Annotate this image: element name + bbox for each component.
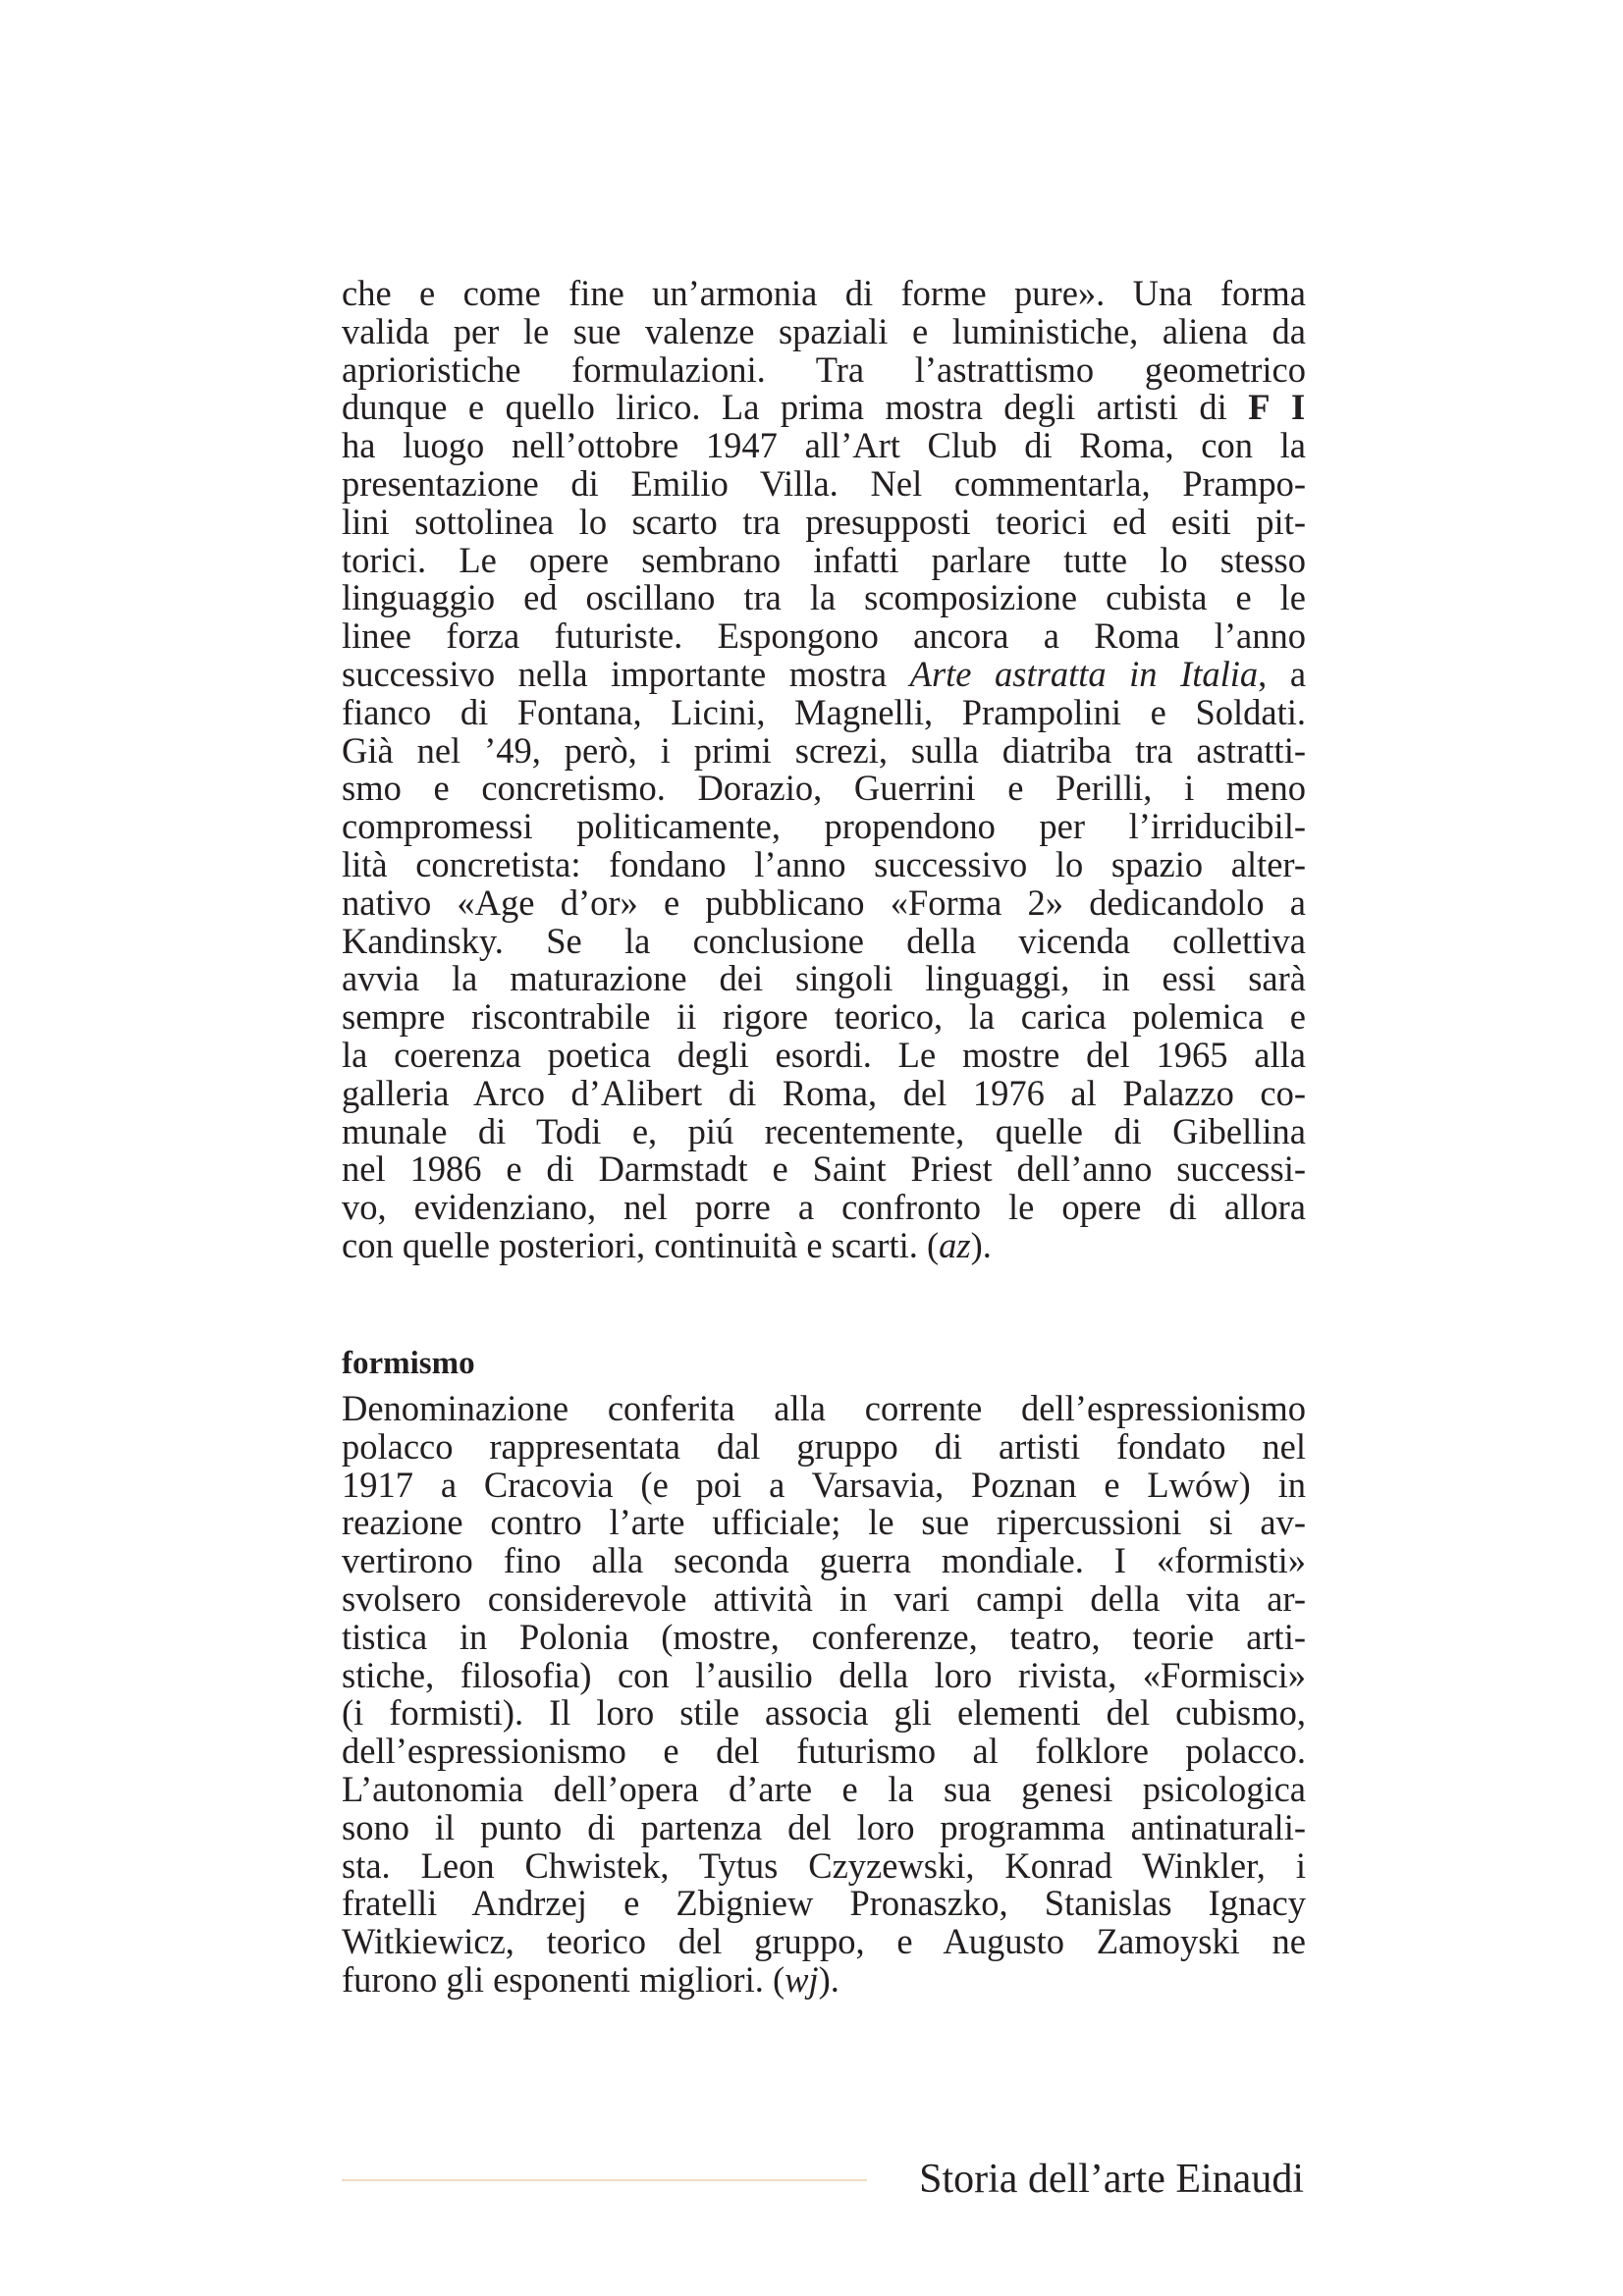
text-line: con quelle posteriori, continuità e scarti. (az). [342, 1224, 992, 1265]
text-line: la coerenza poetica degli esordi. Le mostre del 1965 alla [342, 1034, 1306, 1075]
footer-publication-title: Storia dell’arte Einaudi [919, 2157, 1304, 2202]
text-line: 1917 a Cracovia (e poi a Varsavia, Poznan e Lwów) in [342, 1464, 1306, 1505]
text-line: nativo «Age d’or» e pubblicano «Forma 2» dedicandolo a [342, 881, 1306, 923]
text-line: compromessi politicamente, propendono per l’irriducibil- [342, 806, 1306, 847]
text-line: dell’espressionismo e del futurismo al folklore polacco. [342, 1731, 1306, 1772]
text-line: Kandinsky. Se la conclusione della vicenda collettiva [342, 920, 1306, 961]
text-line: presentazione di Emilio Villa. Nel commentarla, Prampo- [342, 462, 1306, 504]
text-line: avvia la maturazione dei singoli linguaggi, in essi sarà [342, 958, 1306, 999]
text-line: galleria Arco d’Alibert di Roma, del 1976 al Palazzo co- [342, 1072, 1306, 1113]
text-line: Witkiewicz, teorico del gruppo, e Augusto Zamoyski ne [342, 1921, 1306, 1962]
text-line: fratelli Andrzej e Zbigniew Pronaszko, Stanislas Ignacy [342, 1883, 1306, 1924]
text-line: L’autonomia dell’opera d’arte e la sua genesi psicologica [342, 1768, 1306, 1809]
text-line: stiche, filosofia) con l’ausilio della loro rivista, «Formisci» [342, 1654, 1306, 1695]
text-line: nel 1986 e di Darmstadt e Saint Priest dell’anno successi- [342, 1148, 1306, 1190]
entry-formismo-paragraph [342, 1390, 1306, 2000]
text-line: lità concretista: fondano l’anno successivo lo spazio alter- [342, 843, 1306, 884]
text-line: sempre riscontrabile ii rigore teorico, la carica polemica e [342, 996, 1306, 1038]
text-line: sta. Leon Chwistek, Tytus Czyzewski, Konrad Winkler, i [342, 1844, 1306, 1886]
text-line: valida per le sue valenze spaziali e luministiche, aliena da [342, 310, 1306, 351]
text-line: linguaggio ed oscillano tra la scomposizione cubista e le [342, 577, 1306, 618]
text-line: che e come fine un’armonia di forme pure». Una forma [342, 273, 1306, 313]
text-line: dunque e quello lirico. La prima mostra degli artisti di F I [342, 387, 1306, 428]
text-line: lini sottolinea lo scarto tra presupposti teorici ed esiti pit- [342, 501, 1306, 542]
text-line: tistica in Polonia (mostre, conferenze, teatro, teorie arti- [342, 1616, 1306, 1657]
text-line: linee forza futuriste. Espongono ancora a Roma l’anno [342, 615, 1306, 657]
text-line: polacco rappresentata dal gruppo di artisti fondato nel [342, 1425, 1306, 1467]
text-line: Denominazione conferita alla corrente dell’espressionismo [342, 1388, 1306, 1428]
text-line: munale di Todi e, piú recentemente, quelle di Gibellina [342, 1110, 1306, 1151]
author-initials: az [939, 1224, 971, 1265]
text-line: reazione contro l’arte ufficiale; le sue ripercussioni si av- [342, 1502, 1306, 1543]
entry-heading-formismo: formismo [342, 1346, 475, 1381]
text-line: svolsero considerevole attività in vari campi della vita ar- [342, 1577, 1306, 1619]
group-name-mark: F I [1248, 387, 1306, 428]
footer-divider [342, 2179, 867, 2181]
text-line: furono gli esponenti migliori. (wj). [342, 1958, 839, 2000]
text-line: sono il punto di partenza del loro programma antinaturali- [342, 1806, 1306, 1847]
text-line: aprioristiche formulazioni. Tra l’astrattismo geometrico [342, 348, 1306, 390]
text-line: vo, evidenziano, nel porre a confronto le opere di allora [342, 1187, 1306, 1228]
text-line: torici. Le opere sembrano infatti parlare tutte lo stesso [342, 539, 1306, 580]
text-line: (i formisti). Il loro stile associa gli elementi del cubismo, [342, 1692, 1306, 1734]
exhibition-title: Arte astratta in Italia [909, 653, 1259, 694]
text-line: smo e concretismo. Dorazio, Guerrini e Perilli, i meno [342, 768, 1306, 809]
text-line: fianco di Fontana, Licini, Magnelli, Prampolini e Soldati. [342, 691, 1306, 732]
text-line: ha luogo nell’ottobre 1947 all’Art Club di Roma, con la [342, 425, 1306, 466]
text-line: vertirono fino alla seconda guerra mondiale. I «formisti» [342, 1540, 1306, 1581]
entry-continuation-paragraph [342, 275, 1306, 1265]
text-line: successivo nella importante mostra Arte astratta in Italia, a [342, 653, 1307, 694]
author-initials: wj [784, 1958, 819, 2000]
text-line: Già nel ’49, però, i primi screzi, sulla diatriba tra astratti- [342, 729, 1306, 771]
